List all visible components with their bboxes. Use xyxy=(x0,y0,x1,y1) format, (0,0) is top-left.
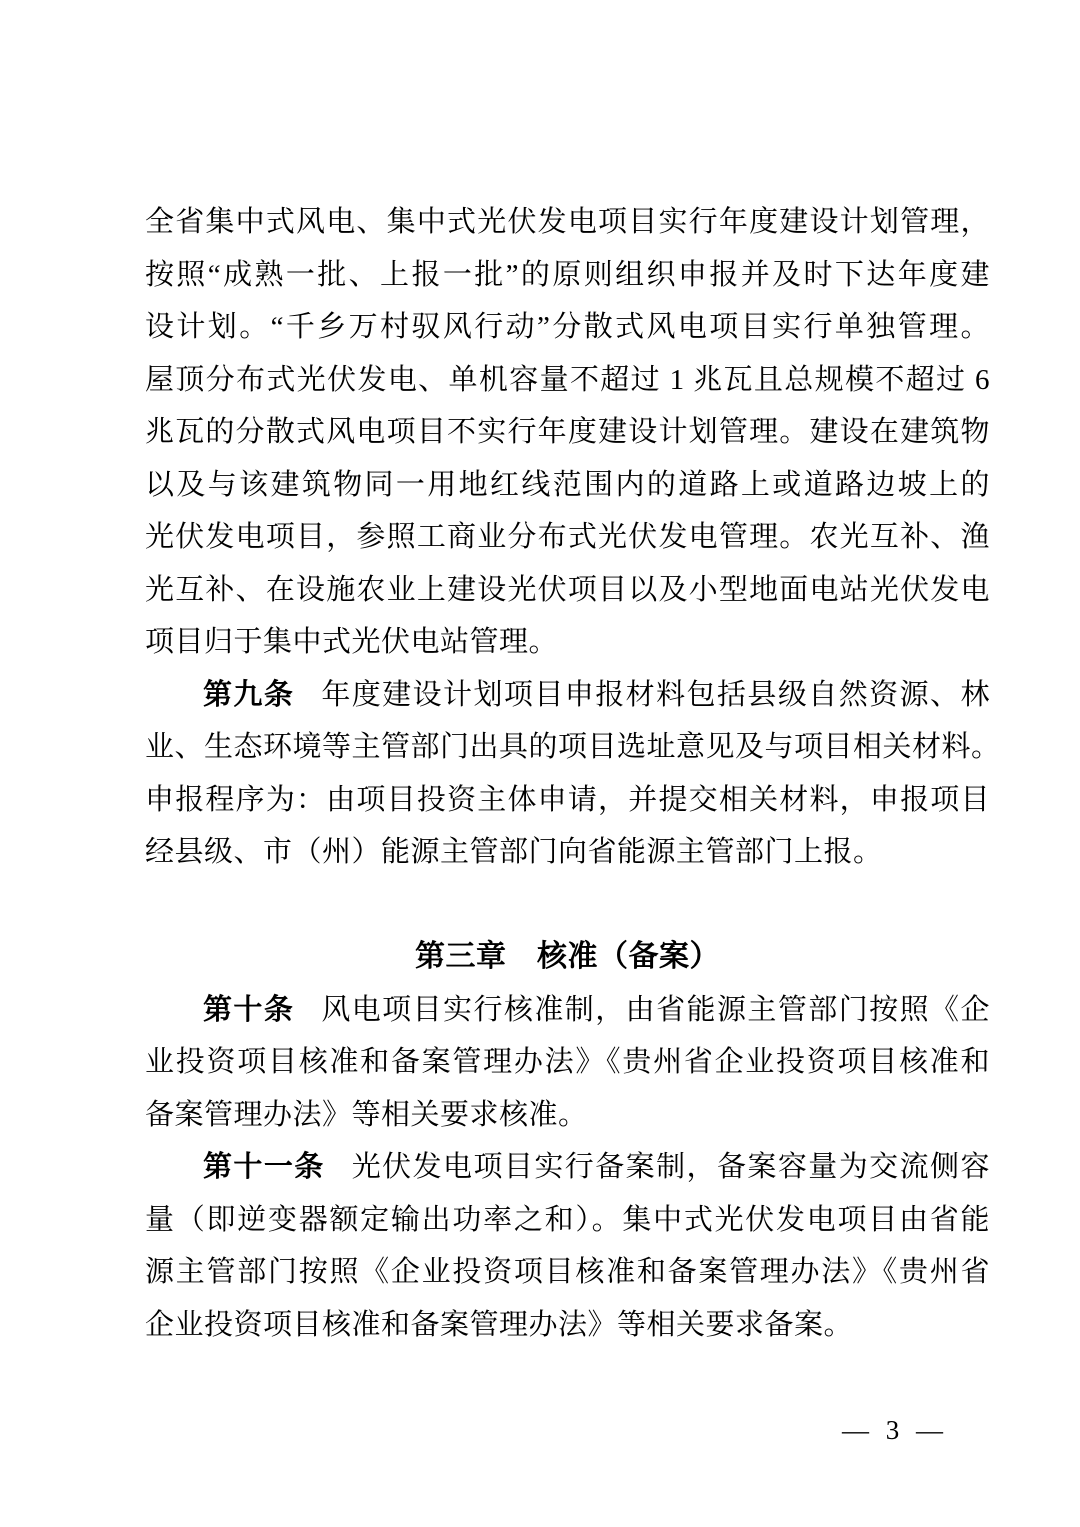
body-line: 屋顶分布式光伏发电、单机容量不超过 1 兆瓦且总规模不超过 6 xyxy=(145,363,990,396)
article-9-line: 业、生态环境等主管部门出具的项目选址意见及与项目相关材料。 xyxy=(145,731,1001,763)
article-11-text: 光伏发电项目实行备案制，备案容量为交流侧容 xyxy=(351,1151,990,1183)
article-9-number: 第九条 xyxy=(203,678,295,711)
article-11-line: 量（即逆变器额定输出功率之和）。集中式光伏发电项目由省能 xyxy=(145,1203,990,1236)
article-9-line: 申报程序为：由项目投资主体申请，并提交相关材料，申报项目 xyxy=(145,783,990,816)
body-line: 光互补、在设施农业上建设光伏项目以及小型地面电站光伏发电 xyxy=(145,573,990,606)
article-10-text: 风电项目实行核准制，由省能源主管部门按照《企 xyxy=(321,993,990,1026)
article-10-number: 第十条 xyxy=(203,993,295,1026)
chapter-heading: 第三章 核准（备案） xyxy=(415,940,720,973)
article-11-first-line xyxy=(145,1141,990,1194)
article-9-line: 经县级、市（州）能源主管部门向省能源主管部门上报。 xyxy=(145,836,883,868)
body-line: 设计划。“千乡万村驭风行动”分散式风电项目实行单独管理。 xyxy=(145,311,990,343)
body-line: 项目归于集中式光伏电站管理。 xyxy=(145,626,559,658)
body-line: 全省集中式风电、集中式光伏发电项目实行年度建设计划管理， xyxy=(145,206,990,238)
article-9-text: 年度建设计划项目申报材料包括县级自然资源、林 xyxy=(321,678,990,711)
body-line: 以及与该建筑物同一用地红线范围内的道路上或道路边坡上的 xyxy=(145,468,990,501)
article-10-line: 备案管理办法》等相关要求核准。 xyxy=(145,1098,588,1131)
article-11-number: 第十一条 xyxy=(203,1151,325,1183)
text-block xyxy=(145,196,1001,1351)
article-9-first-line xyxy=(145,669,990,722)
page-number: — 3 — xyxy=(842,1415,948,1445)
article-11-line: 源主管部门按照《企业投资项目核准和备案管理办法》《贵州省 xyxy=(145,1256,990,1288)
article-11-line: 企业投资项目核准和备案管理办法》等相关要求备案。 xyxy=(145,1308,854,1341)
body-line: 兆瓦的分散式风电项目不实行年度建设计划管理。建设在建筑物 xyxy=(145,416,990,448)
body-line: 按照“成熟一批、上报一批”的原则组织申报并及时下达年度建 xyxy=(145,258,990,291)
article-10-first-line xyxy=(145,984,990,1037)
body-line: 光伏发电项目，参照工商业分布式光伏发电管理。农光互补、渔 xyxy=(145,521,990,553)
article-10-line: 业投资项目核准和备案管理办法》《贵州省企业投资项目核准和 xyxy=(145,1046,990,1078)
